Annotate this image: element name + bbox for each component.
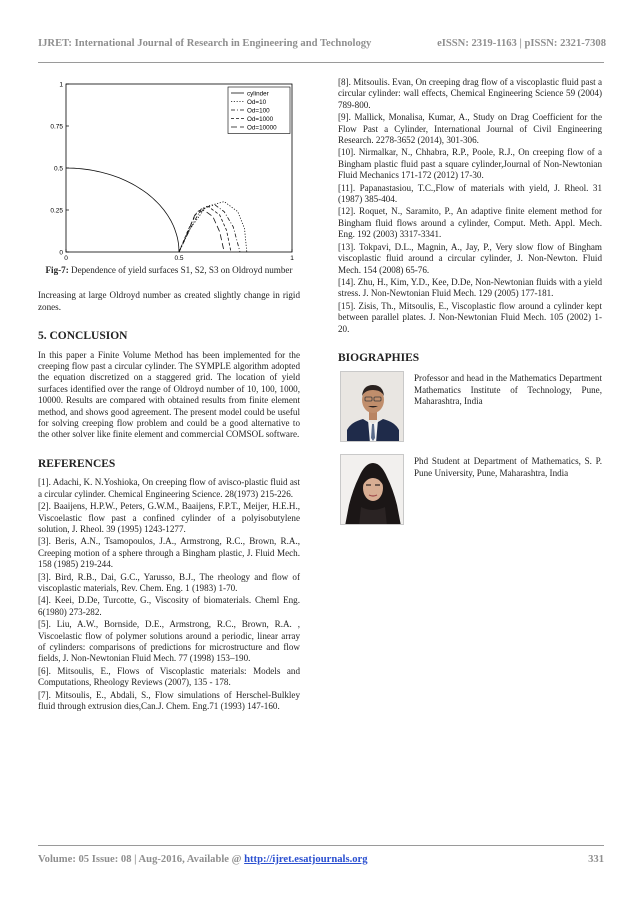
reference-item: [10]. Nirmalkar, N., Chhabra, R.P., Poole, R.J., On creeping flow of a Bingham plastic fluid past a square cylinder,Journal of Non-Newtonian Fluid Mechanics 171-172 (2012) 17-30. [338, 147, 602, 181]
reference-item: [3]. Beris, A.N., Tsamopoulos, J.A., Armstrong, R.C., Brown, R.A., Creeping motion of a sphere through a Bingham plastic, J. Fluid Mech. 158 (1985) 219-244. [38, 536, 300, 570]
reference-item: [5]. Liu, A.W., Bornside, D.E., Armstrong, R.C., Brown, R.A. , Viscoelastic flow of polymer solutions around a periodic, linear array of cylinders: comparisons of predictions for microstructure and flow fields, J. Non-Newtonian Fluid Mech. 77 (1998) 153–190. [38, 619, 300, 664]
reference-item: [2]. Baaijens, H.P.W., Peters, G.W.M., Baaijens, F.P.T., Meijer, H.E.H., Viscoelastic flow past a confined cylinder of a polyisobutylene solution, J. Rheol. 39 (1995) 1243-1277. [38, 501, 300, 534]
reference-item: [6]. Mitsoulis, E., Flows of Viscoplastic materials: Models and Computations, Rheology Reviews (2007), 135 - 178. [38, 665, 300, 688]
left-column [38, 78, 300, 713]
journal-title: IJRET: International Journal of Research in Engineering and Technology [38, 38, 372, 49]
figure-7 [38, 78, 300, 260]
legend-entry: Od=100 [247, 107, 270, 115]
figure-caption-label: Fig-7: [45, 265, 69, 275]
figure-caption-text: Dependence of yield surfaces S1, S2, S3 on Oldroyd number [68, 265, 293, 275]
reference-item: [11]. Papanastasiou, T.C.,Flow of materials with yield, J. Rheol. 31 (1987) 385-404. [338, 182, 602, 205]
page-footer [38, 854, 604, 868]
biographies-heading: BIOGRAPHIES [338, 351, 420, 364]
y-tick-label: 0.25 [50, 207, 63, 215]
y-tick-label: 1 [59, 81, 63, 89]
issn: eISSN: 2319-1163 | pISSN: 2321-7308 [437, 38, 606, 49]
header-rule [38, 62, 604, 63]
conclusion-heading: 5. CONCLUSION [38, 330, 128, 343]
footer-prefix: Volume: 05 Issue: 08 | Aug-2016, Available @ [38, 854, 245, 865]
references-list-right [338, 77, 602, 335]
page-number: 331 [588, 854, 604, 865]
reference-item: [7]. Mitsoulis, E., Abdali, S., Flow simulations of Herschel-Bulkley fluid through extrusion dies,Can.J. Chem. Eng.71 (1993) 147-160. [38, 689, 300, 711]
reference-item: [15]. Zisis, Th., Mitsoulis, E., Viscoplastic flow around a cylinder kept between parallel plates. J. Non-Newtonian Fluid Mech. 105 (2002) 1-20. [338, 300, 602, 334]
reference-item: [9]. Mallick, Monalisa, Kumar, A., Study on Drag Coefficient for the Flow Past a Cylinder, International Journal of Civil Engineering Research. 2278-3652 (2014), 301-306. [338, 112, 602, 146]
footer-rule [38, 845, 604, 846]
footer-volume [38, 854, 368, 865]
legend-entry: cylinder [247, 90, 269, 98]
reference-item: [3]. Bird, R.B., Dai, G.C., Yarusso, B.J., The rheology and flow of viscoplastic materials, Rev. Chem. Eng. 1 (1983) 1-70. [38, 571, 300, 593]
references-heading: REFERENCES [38, 457, 116, 470]
figure-caption [38, 260, 300, 276]
biography-1 [338, 371, 602, 451]
x-tick-label: 1 [290, 255, 294, 260]
y-tick-label: 0.75 [50, 123, 63, 131]
reference-item: [1]. Adachi, K. N.Yoshioka, On creeping flow of avisco-plastic fluid ast a circular cylinder. Chemical Engineering Science. 28(1973) 215-226. [38, 477, 300, 499]
legend-entry: Od=10000 [247, 124, 277, 132]
yield-surface-chart [38, 78, 300, 260]
legend-entry: Od=10 [247, 98, 267, 106]
biography-2 [338, 454, 602, 534]
biography-text-2: Phd Student at Department of Mathematics, S. P. Pune University, Pune, Maharashtra, India [414, 456, 602, 478]
reference-item: [12]. Roquet, N., Saramito, P., An adaptive finite element method for Bingham fluid flows around a cylinder, Comput. Meth. Appl. Mech. Eng. 192 (2003) 3317-3341. [338, 206, 602, 240]
legend-entry: Od=1000 [247, 115, 274, 123]
y-tick-label: 0 [59, 249, 63, 257]
reference-item: [8]. Mitsoulis. Evan, On creeping drag flow of a viscoplastic fluid past a circular cylinder: wall effects, Chemical Engineering Science 59 (2004) 789-800. [338, 77, 602, 110]
paragraph-after-figure: Increasing at large Oldroyd number as created slightly change in rigid zones. [38, 290, 300, 312]
author-photo-1 [340, 371, 404, 442]
x-tick-label: 0.5 [174, 255, 184, 260]
y-tick-label: 0.5 [53, 165, 63, 173]
reference-item: [13]. Tokpavi, D.L., Magnin, A., Jay, P., Very slow flow of Bingham viscoplastic fluid around a circular cylinder, J. Non-Newton. Fluid Mech. 154 (2008) 65-76. [338, 241, 602, 275]
x-tick-label: 0 [64, 255, 68, 260]
author-photo-2 [340, 454, 404, 525]
references-list-left [38, 477, 300, 712]
page-header [38, 38, 606, 54]
conclusion-text: In this paper a Finite Volume Method has been implemented for the creeping flow past a circular cylinder. The SYMPLE algorithm adopted the equation discretized on a staggered grid. The location of yield surfaces identified over the range of Oldroyd number of 10, 100, 1000, 10000. Results are compared with obtained results from finite element method, and shows good agreement. The present model could be useful for solving creeping flow problem and could be a good alternative to the other solver like finite element and commercial COMSOL software. [38, 349, 300, 440]
biography-text-1: Professor and head in the Mathematics Department Mathematics Institute of Technology, Pune, Maharashtra, India [414, 373, 602, 407]
right-column [338, 77, 602, 534]
reference-item: [4]. Keei, D.De, Turcotte, G., Viscosity of biomaterials. Cheml Eng. 6(1980) 273-282. [38, 595, 300, 617]
journal-link[interactable]: http://ijret.esatjournals.org [244, 854, 368, 865]
reference-item: [14]. Zhu, H., Kim, Y.D., Kee, D.De, Non-Newtonian fluids with a yield stress. J. Non-Newtonian Fluid Mech. 129 (2005) 177-181. [338, 276, 602, 299]
